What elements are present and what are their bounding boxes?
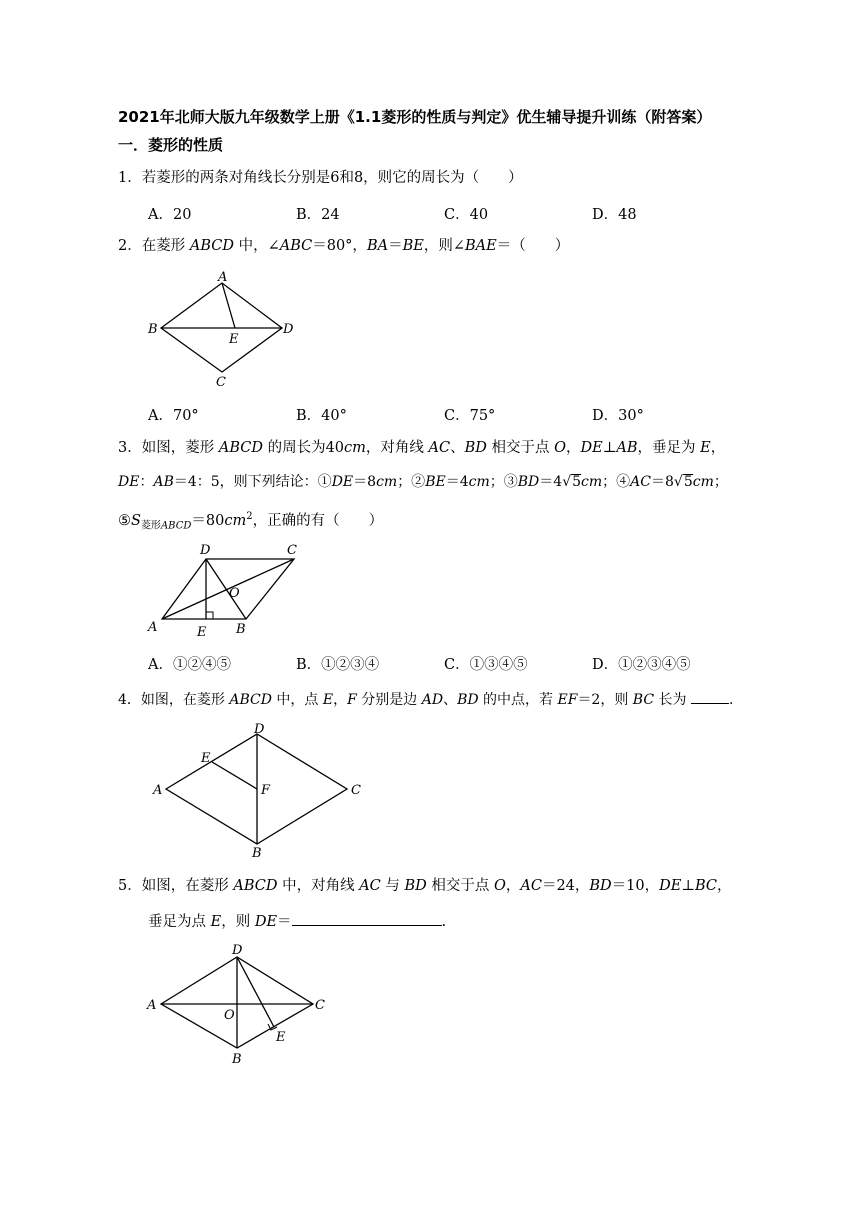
question-3-line-3: $⑤S_{菱形ABCD}=80cm^2$，正确的有（ ）	[118, 511, 384, 532]
q3-label-e: E	[197, 625, 207, 640]
question-5-line-2: 垂足为点 E，则 DE＝ .	[148, 911, 446, 932]
question-4-text: 4．如图，在菱形 ABCD 中，点 E，F 分别是边 AD、BD 的中点，若 EF＝2，则 BC 长为 .	[118, 689, 733, 710]
q2-option-c[interactable]: C．75°	[444, 408, 496, 424]
q5-label-e: E	[276, 1030, 286, 1045]
q4-label-e: E	[201, 751, 211, 766]
q5-label-a: A	[147, 998, 157, 1013]
q2-option-d[interactable]: D．30°	[592, 408, 644, 424]
q3-label-a: A	[148, 620, 158, 635]
q1-option-a[interactable]: A．20	[148, 207, 192, 223]
q5-label-b: B	[232, 1052, 242, 1067]
question-1-text: 1．若菱形的两条对角线长分别是6和8，则它的周长为（ ）	[118, 170, 523, 186]
q2-label-c: C	[216, 375, 226, 390]
q3-option-a[interactable]: A．①②④⑤	[148, 657, 231, 673]
q3-label-d: D	[200, 543, 211, 558]
question-3-line-2: DE：AB＝4：5，则下列结论：①DE＝8cm；②BE＝4cm；③BD＝4√5cm；④AC＝8√5cm；	[118, 474, 728, 490]
q4-label-b: B	[252, 846, 262, 861]
q2-label-d: D	[283, 322, 294, 337]
q3-label-o: O	[229, 586, 240, 601]
question-5-line-1: 5．如图，在菱形 ABCD 中，对角线 AC 与 BD 相交于点 O，AC＝24，BD＝10，DE⊥BC，	[118, 878, 732, 894]
page-title: 2021年北师大版九年级数学上册《1.1菱形的性质与判定》优生辅导提升训练（附答案）	[118, 108, 712, 126]
q5-label-d: D	[232, 943, 243, 958]
section-heading: 一．菱形的性质	[118, 136, 224, 154]
q2-option-b[interactable]: B．40°	[296, 408, 347, 424]
q5-label-o: O	[224, 1008, 235, 1023]
q3-label-b: B	[236, 622, 246, 637]
q5-label-c: C	[315, 998, 325, 1013]
q3-option-c[interactable]: C．①③④⑤	[444, 657, 528, 673]
q3-option-b[interactable]: B．①②③④	[296, 657, 380, 673]
question-3-line-1: 3．如图，菱形 ABCD 的周长为40cm，对角线 AC、BD 相交于点 O，DE⊥AB，垂足为 E，	[118, 440, 726, 456]
q4-label-d: D	[254, 722, 265, 737]
q2-label-b: B	[148, 322, 158, 337]
q3-option-d[interactable]: D．①②③④⑤	[592, 657, 691, 673]
q3-label-c: C	[287, 543, 297, 558]
q1-option-d[interactable]: D．48	[592, 207, 637, 223]
q2-label-e: E	[229, 332, 239, 347]
q4-label-f: F	[261, 783, 271, 798]
q1-option-b[interactable]: B．24	[296, 207, 340, 223]
sqrt-5-a: 5	[572, 474, 582, 490]
q2-label-a: A	[218, 270, 228, 285]
q1-option-c[interactable]: C．40	[444, 207, 489, 223]
sqrt-5-b: 5	[683, 474, 693, 490]
question-2-text: 2．在菱形 ABCD 中，∠ABC＝80°，BA＝BE，则∠BAE＝（ ）	[118, 238, 570, 254]
q4-label-a: A	[153, 783, 163, 798]
q4-label-c: C	[351, 783, 361, 798]
q2-option-a[interactable]: A．70°	[148, 408, 199, 424]
